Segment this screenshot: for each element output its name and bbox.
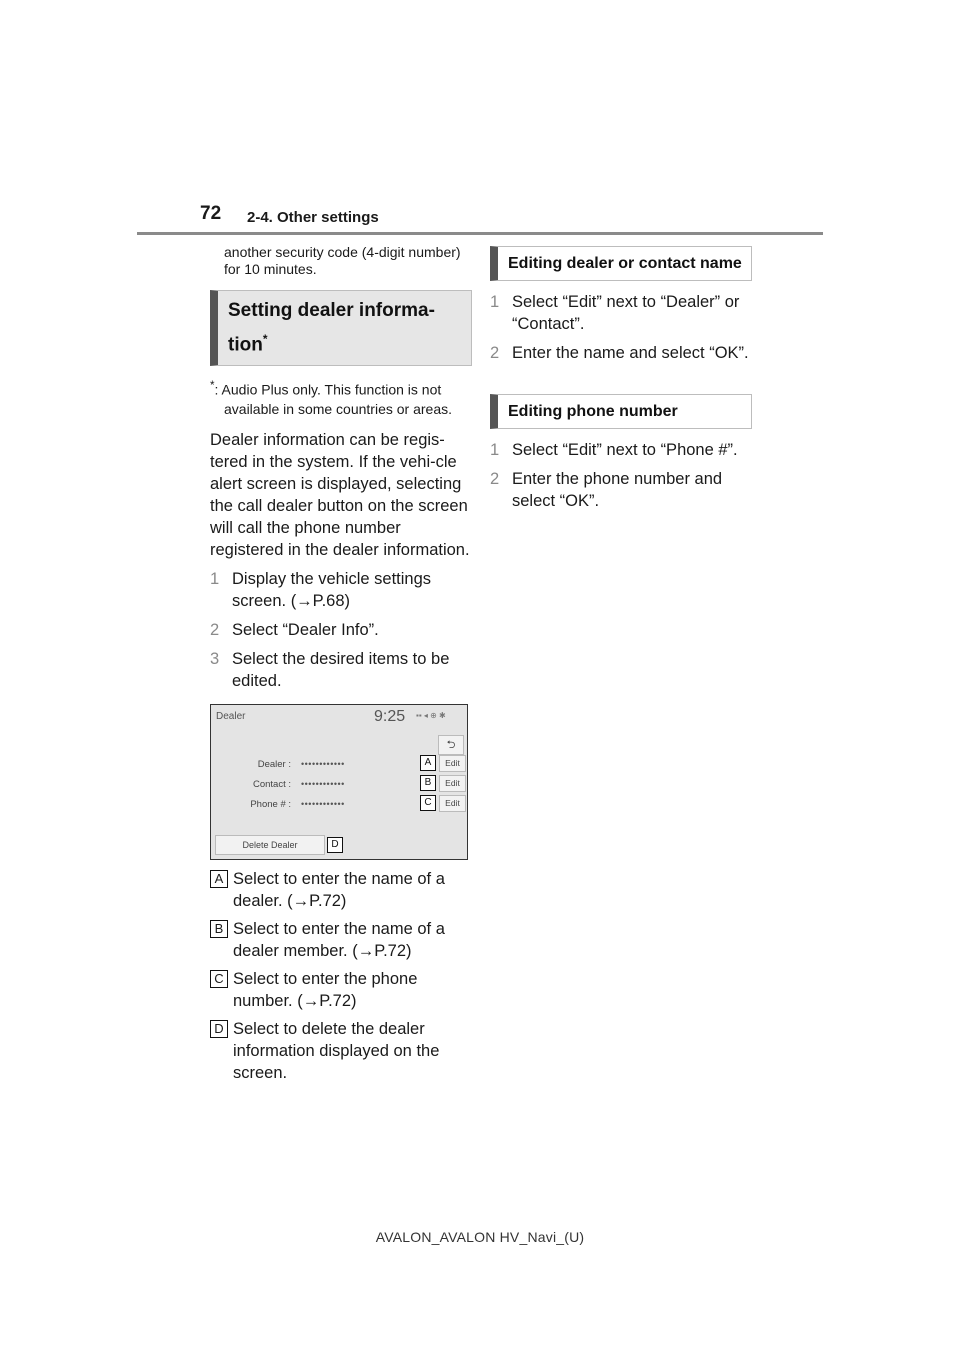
step-number: 1 <box>210 569 220 588</box>
contact-row-value: •••••••••••• <box>301 778 345 789</box>
dealer-screen-illustration <box>210 704 468 860</box>
heading-editing-phone-number: Editing phone number <box>490 394 752 429</box>
footnote-mark: * <box>210 379 215 393</box>
callout-a: A <box>420 755 436 771</box>
legend-tag: C <box>210 970 228 988</box>
step-number: 2 <box>490 470 500 488</box>
phone-row-value: •••••••••••• <box>301 798 345 809</box>
right-step-3 <box>490 439 752 461</box>
step-text: Display the vehicle settings screen. (→P.68) <box>232 569 432 610</box>
right-column <box>490 244 752 512</box>
header-divider <box>137 232 823 235</box>
screen-title: Dealer <box>216 710 246 722</box>
legend-tag: B <box>210 920 228 938</box>
legend-text: Select to delete the dealer information displayed on the screen. <box>233 1019 440 1082</box>
status-icons: ▪▪ ◂ ⊕ ✱ <box>416 710 446 720</box>
legend-d <box>210 1018 472 1084</box>
legend-a <box>210 868 472 912</box>
footer-model-code: AVALON_AVALON HV_Navi_(U) <box>375 1229 585 1245</box>
step-text: Select “Edit” next to “Dealer” or “Contact”. <box>512 293 740 333</box>
step-number: 1 <box>490 441 500 459</box>
phone-edit-button: Edit <box>439 795 466 812</box>
heading-editing-dealer-name: Editing dealer or contact name <box>490 246 752 281</box>
legend-tag: D <box>210 1020 228 1038</box>
contact-row-label: Contact : <box>252 778 291 790</box>
heading-asterisk: * <box>262 332 268 346</box>
step-number: 3 <box>210 649 220 668</box>
contact-edit-button: Edit <box>439 775 466 792</box>
dealer-edit-button: Edit <box>439 755 466 772</box>
intro-paragraph: Dealer information can be regis-tered in the system. If the vehi-cle alert screen is displayed, selecting the call dealer button on the screen will call the phone number registered in the dealer information. <box>210 430 470 559</box>
footnote-text: : Audio Plus only. This function is not available in some countries or areas. <box>214 381 453 417</box>
callout-c: C <box>420 795 436 811</box>
dealer-row-label: Dealer : <box>257 758 291 770</box>
step-text: Enter the phone number and select “OK”. <box>512 470 723 510</box>
delete-dealer-button: Delete Dealer <box>215 835 325 855</box>
phone-row-label: Phone # : <box>250 798 291 810</box>
footnote <box>210 376 472 419</box>
step-number: 2 <box>490 344 500 362</box>
legend-text: Select to enter the name of a dealer member. (→P.72) <box>233 919 445 960</box>
step-number: 1 <box>490 293 500 311</box>
legend-text: Select to enter the name of a dealer. (→P.72) <box>233 869 445 910</box>
screen-clock: 9:25 <box>374 707 406 725</box>
callout-d: D <box>327 837 343 853</box>
step-2 <box>210 619 472 641</box>
step-text: Select “Edit” next to “Phone #”. <box>512 441 738 459</box>
right-step-2 <box>490 342 752 364</box>
step-number: 2 <box>210 620 220 639</box>
step-text: Select the desired items to be edited. <box>232 649 450 690</box>
dealer-row-value: •••••••••••• <box>301 758 345 769</box>
step-1 <box>210 568 472 612</box>
left-column <box>210 244 472 1084</box>
heading-setting-dealer-info <box>210 290 472 366</box>
right-step-4 <box>490 468 752 512</box>
step-text: Enter the name and select “OK”. <box>512 344 749 362</box>
section-title: 2-4. Other settings <box>247 209 379 226</box>
page-number: 72 <box>200 203 222 224</box>
legend-c <box>210 968 472 1012</box>
legend-text: Select to enter the phone number. (→P.72) <box>233 969 418 1010</box>
back-icon: ⮌ <box>438 735 464 755</box>
heading-text: Setting dealer informa-tion <box>228 300 435 356</box>
step-text: Select “Dealer Info”. <box>232 620 379 639</box>
callout-b: B <box>420 775 436 791</box>
continued-text: another security code (4-digit number) for 10 minutes. <box>224 244 461 277</box>
step-3 <box>210 648 472 692</box>
right-step-1 <box>490 291 752 335</box>
legend-tag: A <box>210 870 228 888</box>
legend-b <box>210 918 472 962</box>
